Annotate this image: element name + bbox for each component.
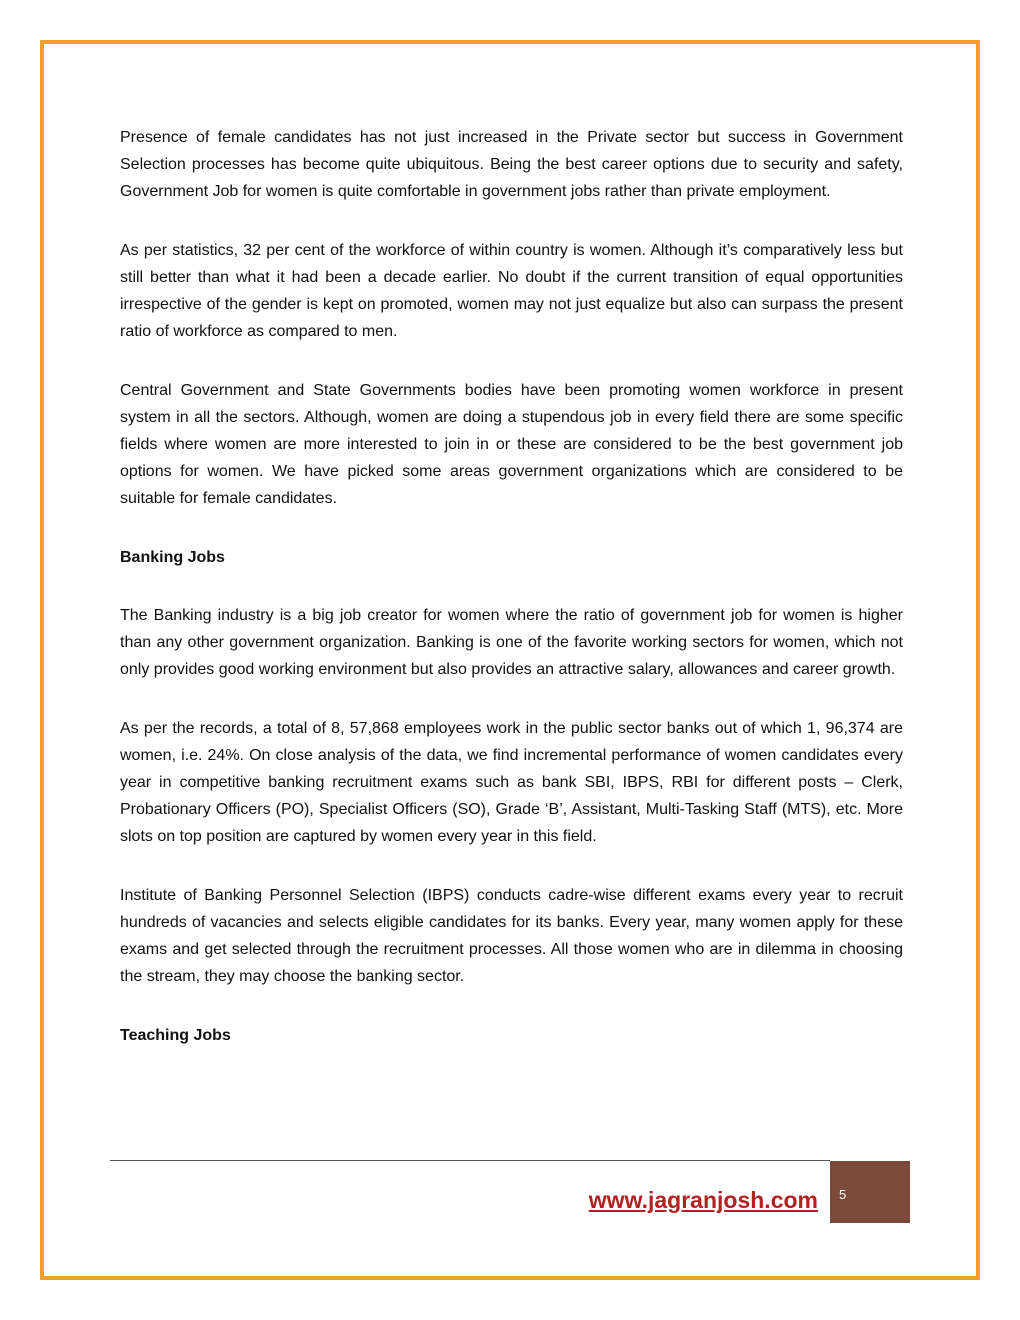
document-body xyxy=(120,124,903,1080)
paragraph-banking-industry: The Banking industry is a big job creator for women where the ratio of government job for women is higher than any other government organization. Banking is one of the favorite working sectors for women, which not only provides good working environment but also provides an attractive salary, allowances and career growth. xyxy=(120,607,903,678)
page-number-box xyxy=(830,1161,910,1223)
paragraph-banking-records: As per the records, a total of 8, 57,868 employees work in the public sector banks out of which 1, 96,374 are women, i.e. 24%. On close analysis of the data, we find incremental performance of women candidates every year in competitive banking recruitment exams such as bank SBI, IBPS, RBI for different posts – Clerk, Probationary Officers (PO), Specialist Officers (SO), Grade ‘B’, Assistant, Multi-Tasking Staff (MTS), etc. More slots on top position are captured by women every year in this field. xyxy=(120,720,903,845)
footer-website-link[interactable]: www.jagranjosh.com xyxy=(588,1187,818,1213)
footer-divider xyxy=(110,1160,830,1161)
paragraph-ibps: Institute of Banking Personnel Selection (IBPS) conducts cadre-wise different exams every year to recruit hundreds of vacancies and selects eligible candidates for its banks. Every year, many women apply for these exams and get selected through the recruitment processes. All those women who are in dilemma in choosing the stream, they may choose the banking sector. xyxy=(120,887,903,985)
paragraph-government-bodies: Central Government and State Governments bodies have been promoting women workforce in present system in all the sectors. Although, women are doing a stupendous job in every field there are some specific fields where women are more interested to join in or these are considered to be the best government job options for women. We have picked some areas government organizations which are considered to be suitable for female candidates. xyxy=(120,382,903,507)
paragraph-statistics: As per statistics, 32 per cent of the workforce of within country is women. Although it’s comparatively less but still better than what it had been a decade earlier. No doubt if the current transition of equal opportunities irrespective of the gender is kept on promoted, women may not just equalize but also can surpass the present ratio of workforce as compared to men. xyxy=(120,242,903,340)
page-number: 5 xyxy=(839,1187,847,1202)
heading-banking-jobs: Banking Jobs xyxy=(120,549,225,566)
heading-teaching-jobs: Teaching Jobs xyxy=(120,1027,231,1044)
paragraph-intro: Presence of female candidates has not just increased in the Private sector but success in Government Selection processes has become quite ubiquitous. Being the best career options due to security and safety, Government Job for women is quite comfortable in government jobs rather than private employment. xyxy=(120,129,903,200)
